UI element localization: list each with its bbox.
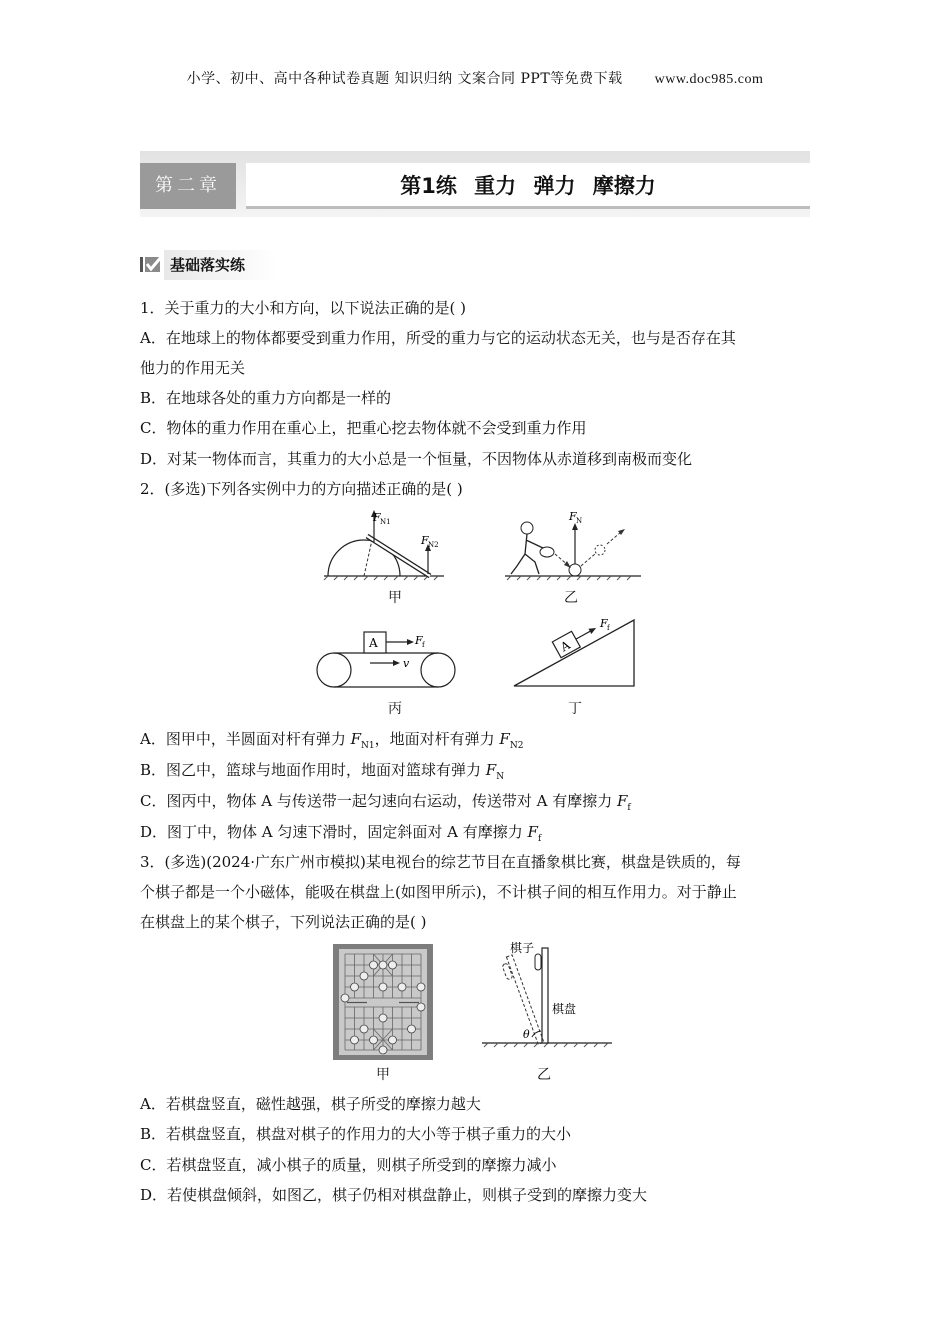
fn1-sub: N1 — [380, 518, 391, 526]
site-header — [0, 68, 950, 88]
q2-option-d-text: D．图丁中，物体 A 匀速下滑时，固定斜面对 A 有摩擦力 — [140, 823, 528, 841]
fn-label: F — [569, 510, 577, 523]
figure-q3-yi — [480, 940, 615, 1050]
n-subscript: N — [496, 772, 505, 782]
q2-option-a-mid: ，地面对杆有弹力 — [374, 730, 500, 748]
q3-option-c: C．若棋盘竖直，减小棋子的质量，则棋子所受到的摩擦力减小 — [140, 1156, 557, 1174]
v-label: v — [403, 657, 410, 670]
ff-sub-ding: f — [607, 624, 610, 632]
figure-bing — [314, 626, 459, 692]
q3-option-d: D．若使棋盘倾斜，如图乙，棋子仍相对棋盘静止，则棋子受到的摩擦力变大 — [140, 1186, 648, 1204]
site-header-text: 小学、初中、高中各种试卷真题 知识归纳 文案合同 PPT等免费下载 — [186, 71, 623, 87]
q1-option-d: D．对某一物体而言，其重力的大小总是一个恒量，不因物体从赤道移到南极而变化 — [140, 450, 693, 468]
f-symbol: F — [527, 823, 538, 841]
q3-option-a: A．若棋盘竖直，磁性越强，棋子所受的摩擦力越大 — [140, 1095, 481, 1113]
q3-stem-line2: 个棋子都是一个小磁体，能吸在棋盘上(如图甲所示)，不计棋子间的相互作用力。对于静止 — [140, 883, 737, 901]
q2-option-b-text: B．图乙中，篮球与地面作用时，地面对篮球有弹力 — [140, 761, 486, 779]
block-a-label-ding: A — [558, 637, 573, 655]
chapter-banner — [140, 151, 810, 217]
f-symbol: F — [499, 730, 510, 748]
f-symbol: F — [485, 761, 497, 779]
section-label: 基础落实练 — [170, 256, 246, 274]
q2-option-c — [140, 791, 810, 818]
f-symbol: F — [617, 792, 628, 810]
q1-option-c: C．物体的重力作用在重心上，把重心挖去物体就不会受到重力作用 — [140, 419, 587, 437]
figure-ding — [510, 612, 640, 690]
n2-subscript: N2 — [509, 741, 524, 751]
section-header — [140, 250, 275, 280]
q1-option-a-line2: 他力的作用无关 — [140, 359, 246, 377]
page-title: 第1练 重力 弹力 摩擦力 — [400, 174, 656, 198]
q2-option-b — [140, 760, 810, 787]
f-subscript: f — [627, 803, 631, 813]
caption-bing: 丙 — [388, 701, 402, 717]
f-symbol: F — [350, 730, 362, 748]
caption-q3-yi: 乙 — [537, 1067, 551, 1083]
title-box — [246, 163, 810, 209]
qipan-label: 棋盘 — [552, 1002, 577, 1016]
caption-ding: 丁 — [568, 701, 582, 717]
n1-subscript: N1 — [361, 741, 375, 751]
ff-sub-bing: f — [422, 641, 425, 649]
q2-option-a — [140, 729, 810, 756]
ff-label-ding: F — [600, 617, 608, 630]
q2-option-a-text: A．图甲中，半圆面对杆有弹力 — [140, 730, 351, 748]
check-icon — [140, 254, 164, 274]
caption-q3-jia: 甲 — [376, 1067, 390, 1083]
site-url[interactable]: www.doc985.com — [654, 72, 764, 87]
caption-yi: 乙 — [564, 590, 578, 606]
q1-stem: 1．关于重力的大小和方向，以下说法正确的是( ) — [140, 299, 467, 317]
fn2-label: F — [421, 534, 429, 547]
qizi-label: 棋子 — [510, 941, 535, 955]
q3-stem-line3: 在棋盘上的某个棋子，下列说法正确的是( ) — [140, 913, 427, 931]
q3-option-b: B．若棋盘竖直，棋盘对棋子的作用力的大小等于棋子重力的大小 — [140, 1125, 572, 1143]
q2-option-c-text: C．图丙中，物体 A 与传送带一起匀速向右运动，传送带对 A 有摩擦力 — [140, 792, 617, 810]
chessboard-image — [333, 944, 433, 1060]
figure-jia — [322, 506, 447, 581]
q3-stem-line1: 3．(多选)(2024·广东广州市模拟)某电视台的综艺节目在直播象棋比赛，棋盘是铁质的，每 — [140, 853, 741, 871]
caption-jia: 甲 — [388, 590, 402, 606]
figure-yi — [503, 506, 643, 581]
ff-label-bing: F — [415, 634, 423, 647]
fn1-label: F — [373, 511, 381, 524]
block-a-label: A — [369, 636, 378, 650]
q1-option-a-line1: A．在地球上的物体都要受到重力作用，所受的重力与它的运动状态无关，也与是否存在其 — [140, 329, 736, 347]
q2-option-d — [140, 822, 810, 849]
q1-option-b: B．在地球各处的重力方向都是一样的 — [140, 389, 392, 407]
q2-stem: 2．(多选)下列各实例中力的方向描述正确的是( ) — [140, 480, 463, 498]
fn-sub: N — [576, 517, 583, 525]
theta-label: θ — [523, 1028, 530, 1041]
chapter-label: 第二章 — [140, 163, 236, 209]
f-subscript: f — [537, 834, 542, 844]
fn2-sub: N2 — [428, 541, 439, 549]
